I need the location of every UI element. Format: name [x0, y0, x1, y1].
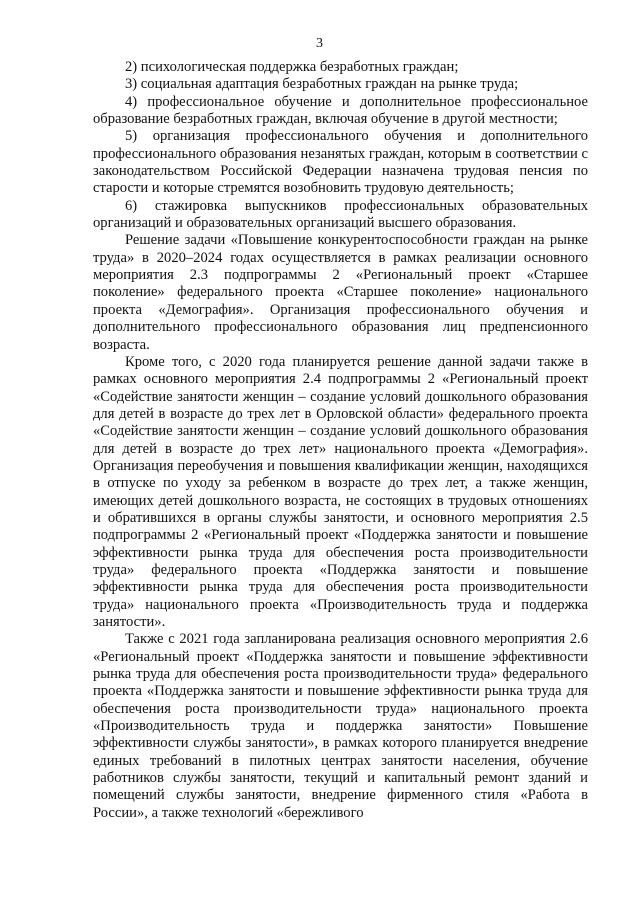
paragraph-item-5: 5) организация профессионального обучения и дополнительного профессионального образования незанятых граждан, которым в соответствии с законодательством Российской Федерации назначена трудовая пенсия по старости и которые стремятся возобновить трудовую деятельность;	[93, 128, 588, 197]
paragraph-item-3: 3) социальная адаптация безработных граждан на рынке труда;	[125, 76, 519, 93]
page-number: 3	[316, 36, 323, 51]
paragraph-item-2: 2) психологическая поддержка безработных граждан;	[125, 59, 459, 75]
paragraph-since-2021: Также с 2021 года запланирована реализация основного мероприятия 2.6 «Региональный проект «Поддержка занятости и повышение эффективности рынка труда для обеспечения роста производительности труда» федерального проекта «Поддержка занятости и повышение эффективности рынка труда для обеспечения роста производительности труда» национального проекта «Производительность труда и поддержка занятости» Повышение эффективности службы занятости», в рамках которого планируется внедрение единых требований в пилотных центрах занятости населения, обучение работников службы занятости, текущий и капитальный ремонт зданий и помещений службы занятости, внедрение фирменного стиля «Работа в России», а также технологий «бережливого	[93, 631, 588, 821]
paragraph-since-2020: Кроме того, с 2020 года планируется решение данной задачи также в рамках основного мероприятия 2.4 подпрограммы 2 «Региональный проект «Содействие занятости женщин – создание условий дошкольного образования для детей в возрасте до трех лет в Орловской области» федерального проекта «Содействие занятости женщин – создание условий дошкольного образования для детей в возрасте до трех лет» национального проекта «Демография». Организация переобучения и повышения квалификации женщин, находящихся в отпуске по уходу за ребенком в возрасте до трех лет, а также женщин, имеющих детей дошкольного возраста, не состоящих в трудовых отношениях и обратившихся в органы службы занятости, и основного мероприятия 2.5 подпрограммы 2 «Региональный проект «Поддержка занятости и повышение эффективности рынка труда для обеспечения роста производительности труда» федерального проекта «Поддержка занятости и повышение эффективности рынка труда для обеспечения роста производительности труда» национального проекта «Производительность труда и поддержка занятости».	[93, 353, 588, 630]
document-body	[93, 59, 588, 822]
paragraph-task-decision: Решение задачи «Повышение конкурентоспособности граждан на рынке труда» в 2020–2024 годах осуществляется в рамках реализации основного мероприятия 2.3 подпрограммы 2 «Региональный проект «Старшее поколение» федерального проекта «Старшее поколение» национального проекта «Демография». Организация профессионального обучения и дополнительного профессионального образования лиц предпенсионного возраста.	[93, 232, 588, 353]
paragraph-item-6: 6) стажировка выпускников профессиональных образовательных организаций и образовательных организаций высшего образования.	[93, 197, 588, 232]
paragraph-item-4: 4) профессиональное обучение и дополнительное профессиональное образование безработных граждан, включая обучение в другой местности;	[93, 93, 588, 128]
